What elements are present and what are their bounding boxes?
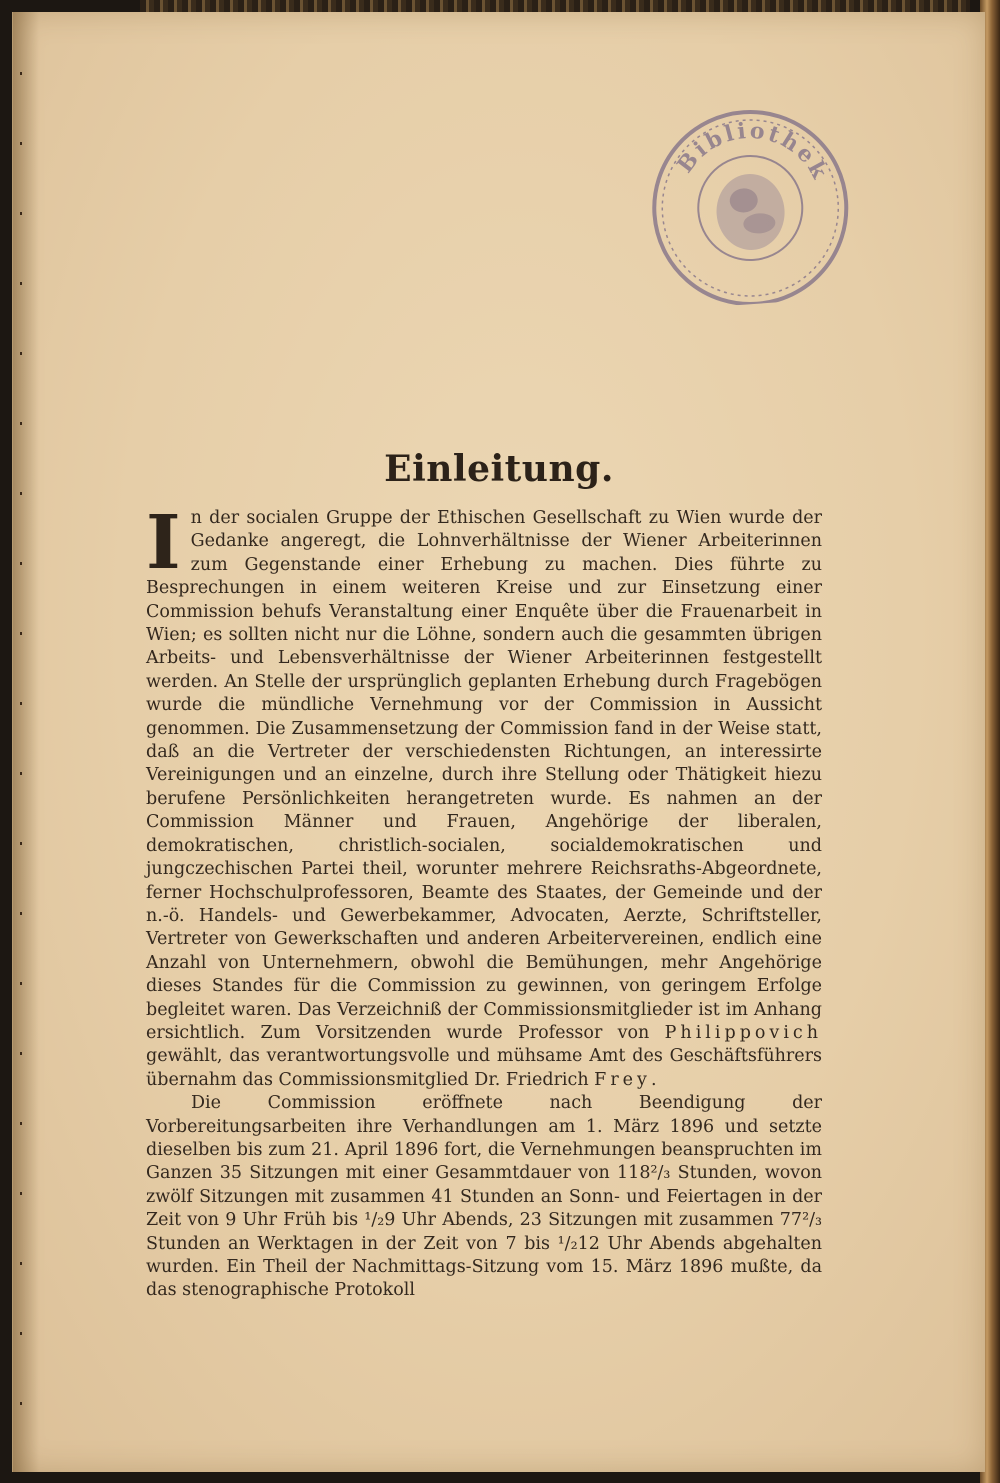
chapter-title: Einleitung. [384,448,614,490]
paragraph-1 [146,500,822,1092]
paragraph-1-text: n der socialen Gruppe der Ethischen Gesellschaft zu Wien wurde der Gedanke angeregt, die Lohnverhältnisse der Wiener Arbeiterinnen zum Gegenstande einer Erhebung zu machen. Dies führte zu Besprechungen in einem weiteren Kreise und zur Einsetzung einer Commission behufs Veranstaltung einer Enquête über die Frauenarbeit in Wien; es sollten nicht nur die Löhne, sondern auch die gesammten übrigen Arbeits- und Lebensverhältnisse der Wiener Arbeiterinnen festgestellt werden. An Stelle der ursprünglich geplanten Erhebung durch Fragebögen wurde die mündliche Vernehmung vor der Commission in Aussicht genommen. Die Zusammensetzung der Commission fand in der Weise statt, daß an die Vertreter der verschiedensten Richtungen, an interessirte Vereinigungen und an einzelne, durch ihre Stellung oder Thätigkeit hiezu berufene Persönlichkeiten herangetreten wurde. Es nahmen an der Commission Männer und Frauen, Angehörige der liberalen, demokratischen, christlich-socialen, socialdemokratischen und jungczechischen Partei theil, worunter mehrere Reichsraths-Abgeordnete, ferner Hochschulprofessoren, Beamte des Staates, der Gemeinde und der n.-ö. Handels- und Gewerbekammer, Advocaten, Aerzte, Schriftsteller, Vertreter von Gewerkschaften und anderen Arbeitervereinen, endlich eine Anzahl von Unternehmern, obwohl die Bemühungen, mehr Angehörige dieses Standes für die Commission zu gewinnen, von geringem Erfolge begleitet waren. Das Verzeichniß der Commissionsmitglieder ist im Anhang ersichtlich. Zum Vorsitzenden wurde Professor von [146,508,822,1043]
body-text [146,500,822,1303]
library-stamp [639,97,860,311]
stitching-marks [20,72,22,1422]
drop-cap-initial: I [146,500,181,586]
paragraph-1-text-cont: gewählt, das verantwortungsvolle und mühsame Amt des Geschäftsführers übernahm das Commissionsmitglied Dr. Friedrich [146,1046,822,1090]
name-frey: Frey [594,1069,651,1090]
paragraph-1-end: . [650,1069,657,1090]
paragraph-2: Die Commission eröffnete nach Beendigung der Vorbereitungsarbeiten ihre Verhandlungen am 1. März 1896 und setzte dieselben bis zum 21. April 1896 fort, die Vernehmungen beanspruchten im Ganzen 35 Sitzungen mit einer Gesammtdauer von 118²/₃ Stunden, wovon zwölf Sitzungen mit zusammen 41 Stunden an Sonn- und Feiertagen in der Zeit von 9 Uhr Früh bis ¹/₂9 Uhr Abends, 23 Sitzungen mit zusammen 77²/₃ Stunden an Werktagen in der Zeit von 7 bis ¹/₂12 Uhr Abends abgehalten wurden. Ein Theil der Nachmittags-Sitzung vom 15. März 1896 mußte, da das stenographische Protokoll [146,1093,822,1301]
binding-gutter [13,12,39,1472]
name-philippovich: Philippovich [664,1022,822,1043]
stamp-text-path: Bibliothek [672,117,834,186]
